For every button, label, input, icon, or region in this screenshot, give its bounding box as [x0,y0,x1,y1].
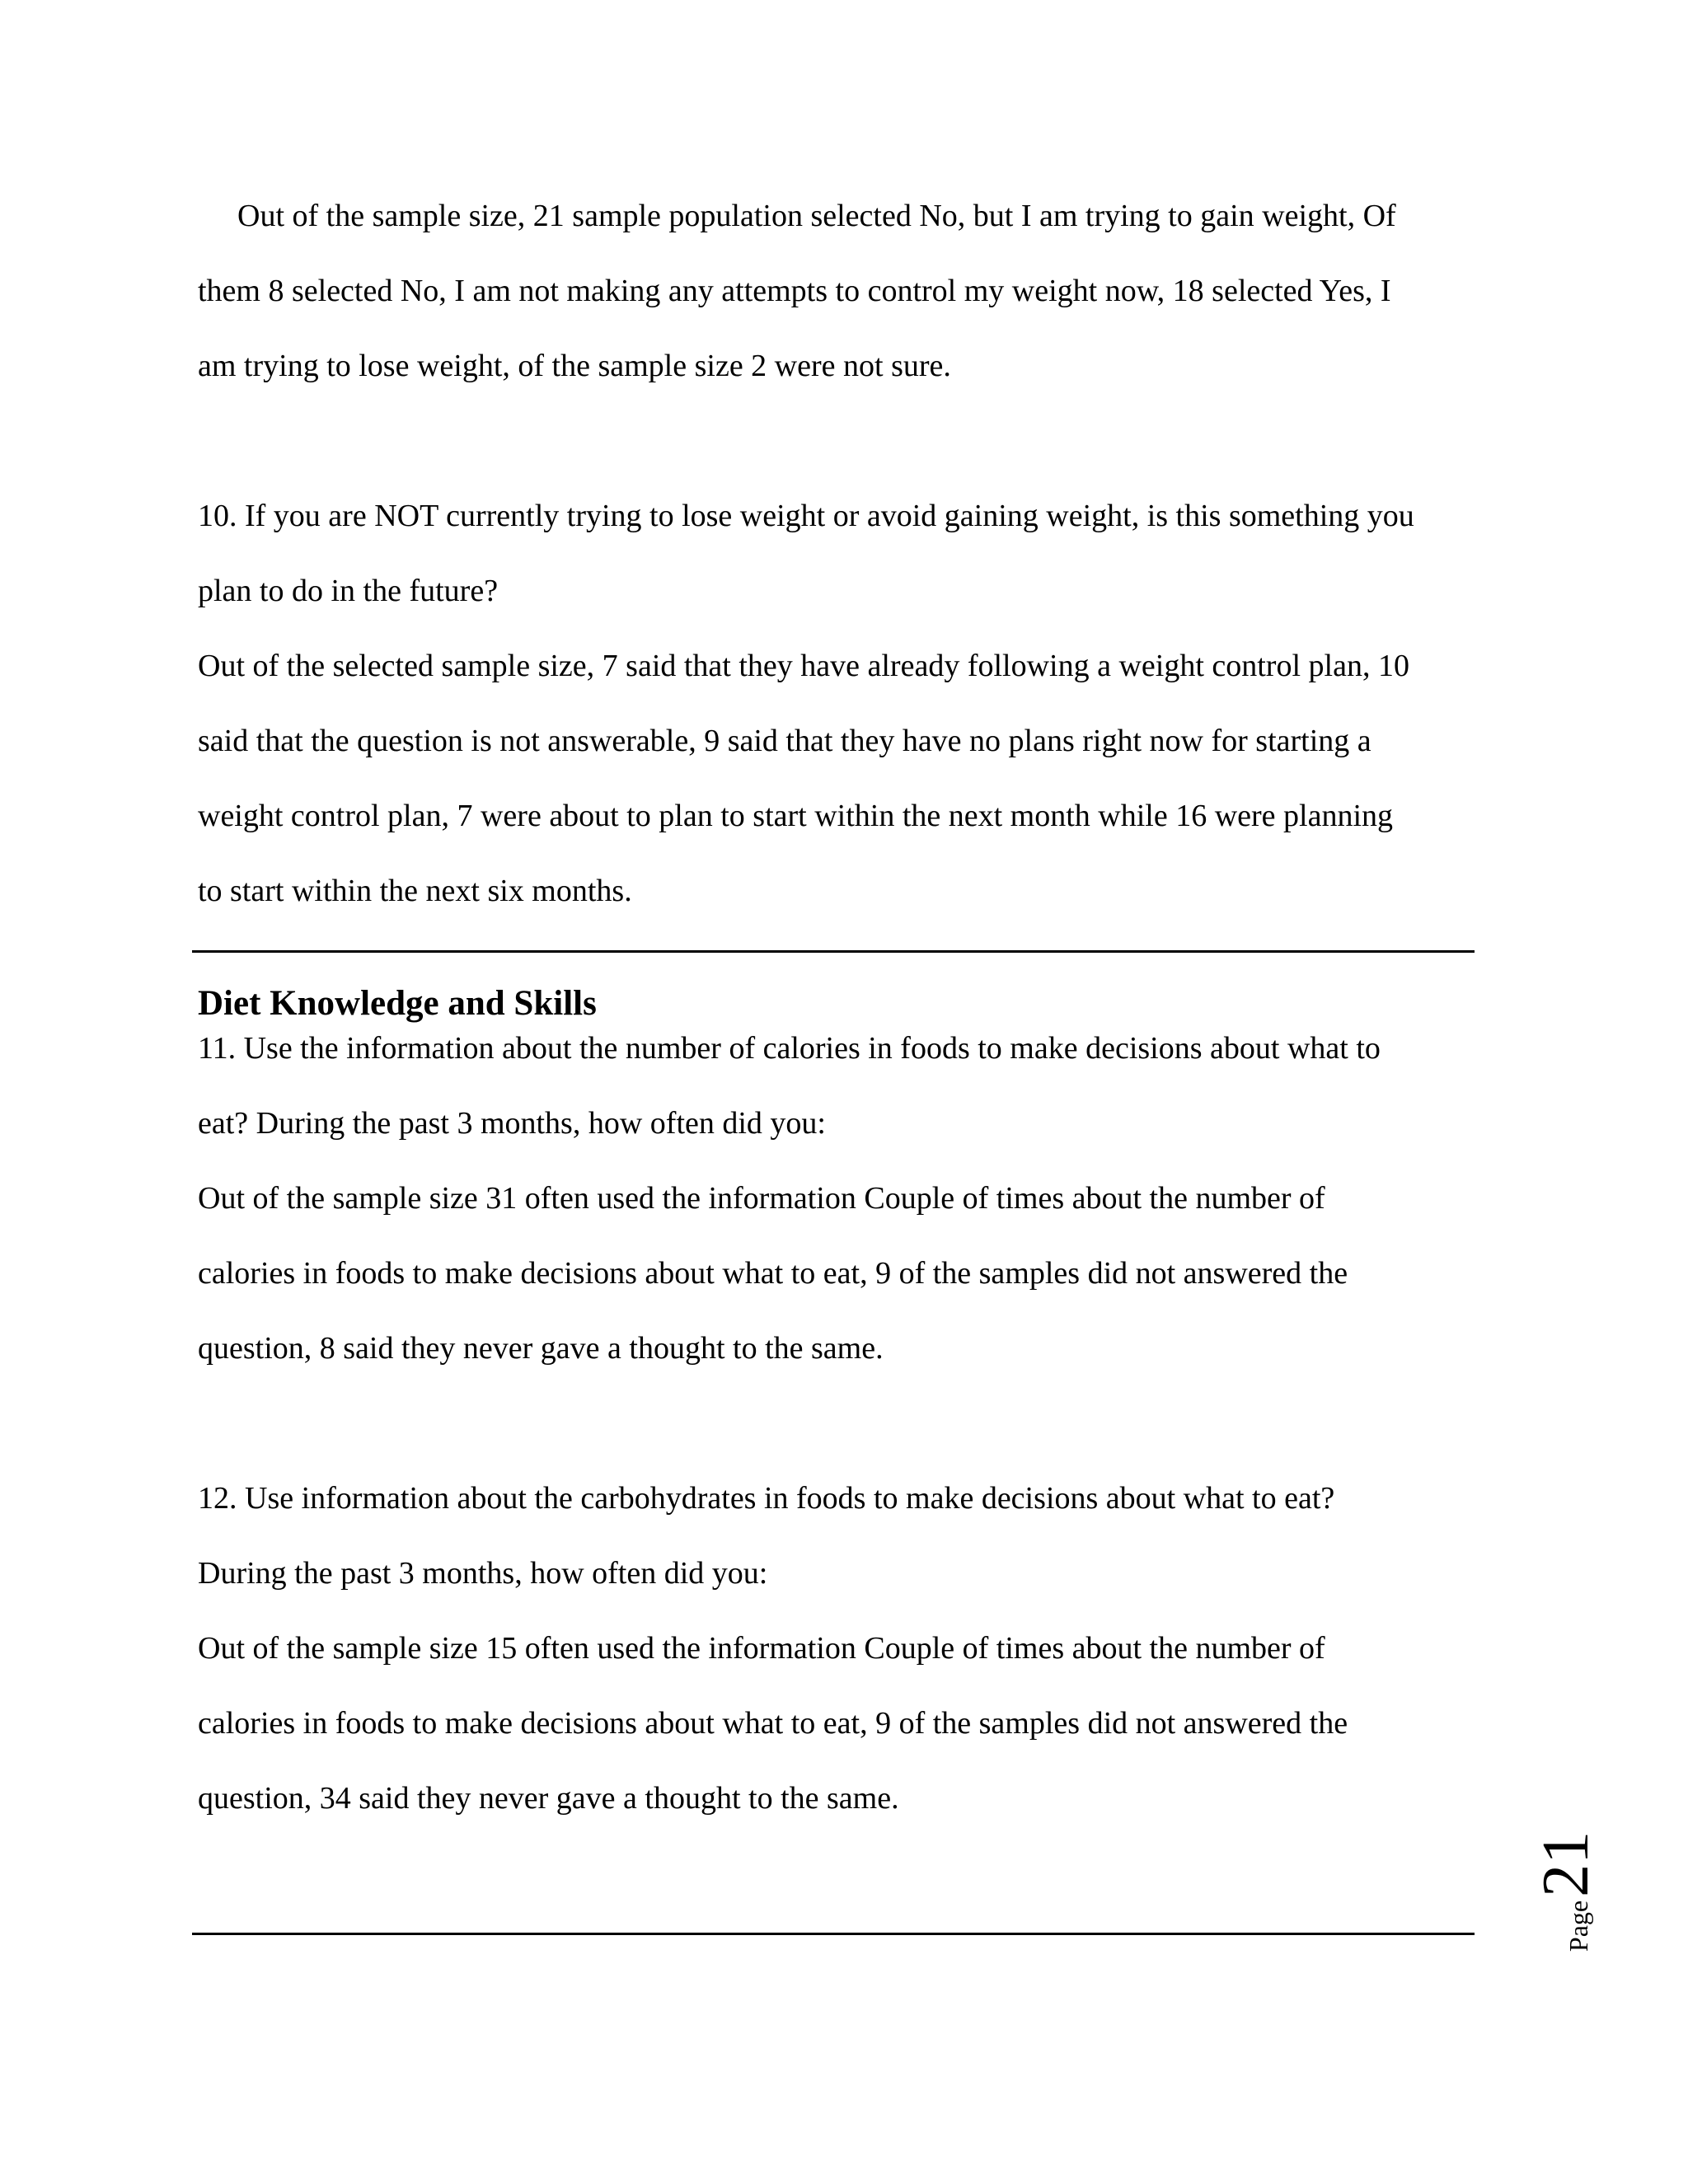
paragraph-line: them 8 selected No, I am not making any attempts to control my weight now, 18 selected Yes, I [198,274,1391,308]
answer-11-line: question, 8 said they never gave a thought to the same. [198,1331,884,1366]
answer-12-line: calories in foods to make decisions about what to eat, 9 of the samples did not answered the [198,1706,1348,1741]
answer-11-line: Out of the sample size 31 often used the information Couple of times about the number of [198,1181,1325,1216]
question-10-line: 10. If you are NOT currently trying to lose weight or avoid gaining weight, is this something you [198,499,1414,533]
footer-divider [192,1933,1475,1935]
answer-10-line: Out of the selected sample size, 7 said that they have already following a weight control plan, 10 [198,649,1409,683]
question-12-line: 12. Use information about the carbohydrates in foods to make decisions about what to eat? [198,1481,1335,1516]
question-11-line: 11. Use the information about the number of calories in foods to make decisions about what to [198,1031,1381,1066]
page-number [1530,1830,1673,1952]
page-number-value: 21 [1530,1830,1602,1897]
answer-12-line: question, 34 said they never gave a thought to the same. [198,1781,899,1816]
paragraph-line: Out of the sample size, 21 sample population selected No, but I am trying to gain weight, Of [237,199,1396,233]
question-12-line: During the past 3 months, how often did you: [198,1556,768,1591]
paragraph-line: am trying to lose weight, of the sample size 2 were not sure. [198,349,951,383]
answer-10-line: weight control plan, 7 were about to plan to start within the next month while 16 were planning [198,799,1394,833]
answer-12-line: Out of the sample size 15 often used the information Couple of times about the number of [198,1631,1325,1666]
section-divider [192,950,1475,953]
answer-10-line: to start within the next six months. [198,874,632,908]
answer-11-line: calories in foods to make decisions about what to eat, 9 of the samples did not answered the [198,1256,1348,1291]
page-label: Page [1564,1900,1593,1952]
answer-10-line: said that the question is not answerable, 9 said that they have no plans right now for starting a [198,724,1372,758]
question-11-line: eat? During the past 3 months, how often did you: [198,1106,826,1141]
section-heading: Diet Knowledge and Skills [198,984,597,1023]
question-10-line: plan to do in the future? [198,574,499,608]
